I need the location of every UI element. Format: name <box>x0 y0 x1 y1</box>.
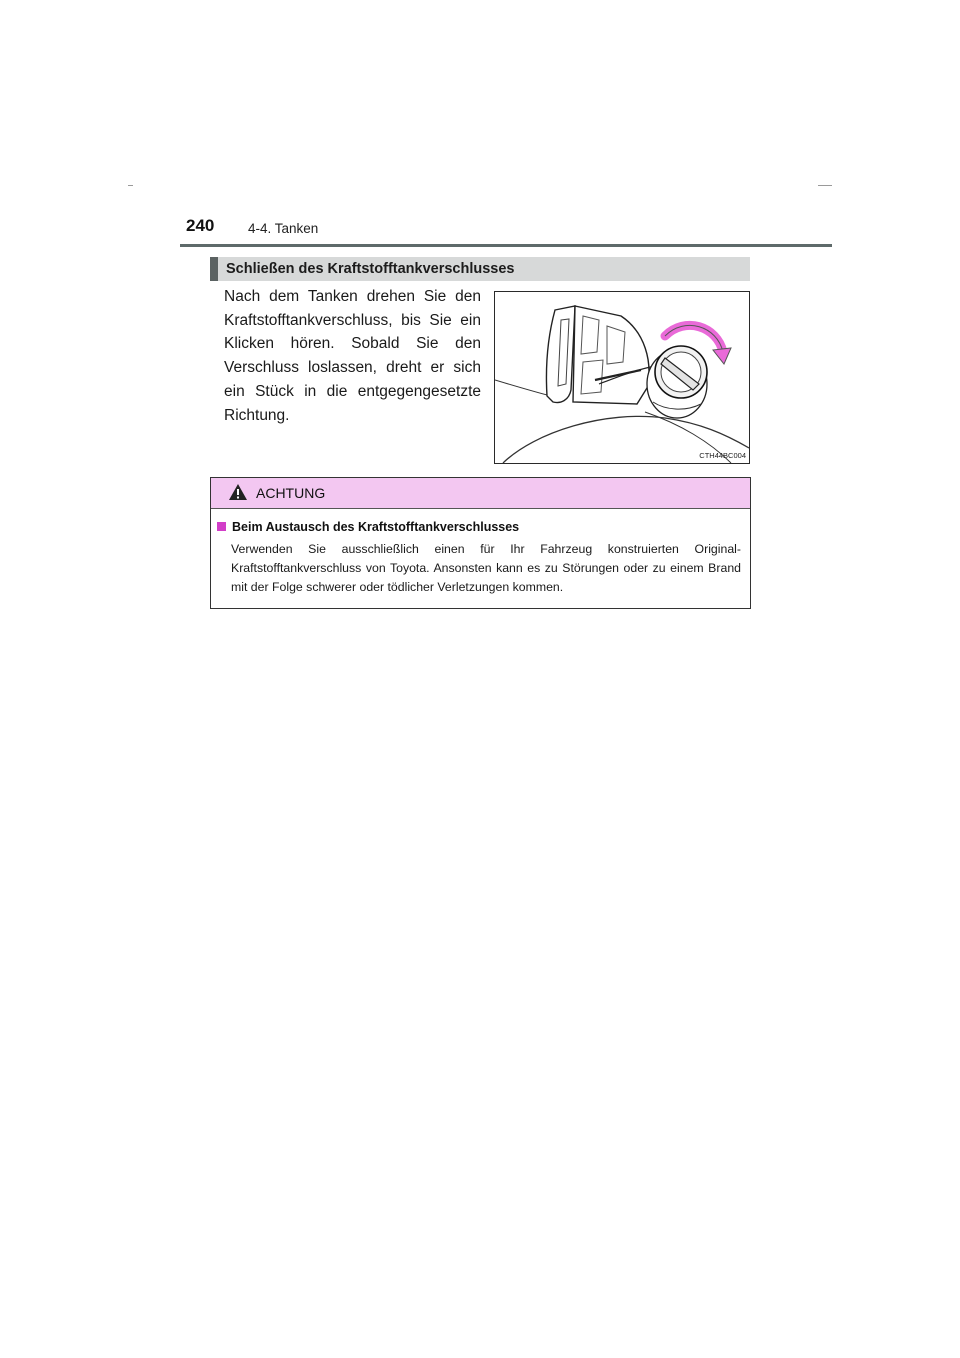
page-number: 240 <box>186 216 215 235</box>
section-heading: Schließen des Kraftstofftankverschlusses <box>210 257 750 281</box>
fuel-cap-illustration <box>494 291 750 464</box>
fuel-cap-drawing <box>495 292 749 463</box>
warning-box <box>210 477 751 609</box>
crop-mark-right <box>818 185 832 186</box>
bullet-square-icon <box>217 522 226 531</box>
warning-subheading <box>217 520 519 534</box>
warning-title: ACHTUNG <box>256 485 326 501</box>
warning-body-text: Verwenden Sie ausschließlich einen für Ihr Fahrzeug konstruierten Original-Kraftstofftankverschluss von Toyota. Ansonsten kann es zu Störungen oder zu einem Brand mit der Folge schwerer oder tödlicher Verletzungen kommen. <box>231 542 741 594</box>
section-body-text: Nach dem Tanken drehen Sie den Kraftstofftankverschluss, bis Sie ein Klicken hören. Sobald Sie den Verschluss loslassen, dreht er sich ein Stück in die entgegengesetzte Richtung. <box>224 288 481 424</box>
warning-subheading-text: Beim Austausch des Kraftstofftankverschlusses <box>232 520 520 534</box>
header-rule <box>180 244 832 247</box>
figure-code: CTH44BC004 <box>699 451 746 460</box>
crop-mark-left <box>128 185 133 186</box>
warning-header <box>211 478 750 509</box>
chapter-title: 4-4. Tanken <box>248 221 319 236</box>
warning-triangle-icon <box>228 483 248 506</box>
